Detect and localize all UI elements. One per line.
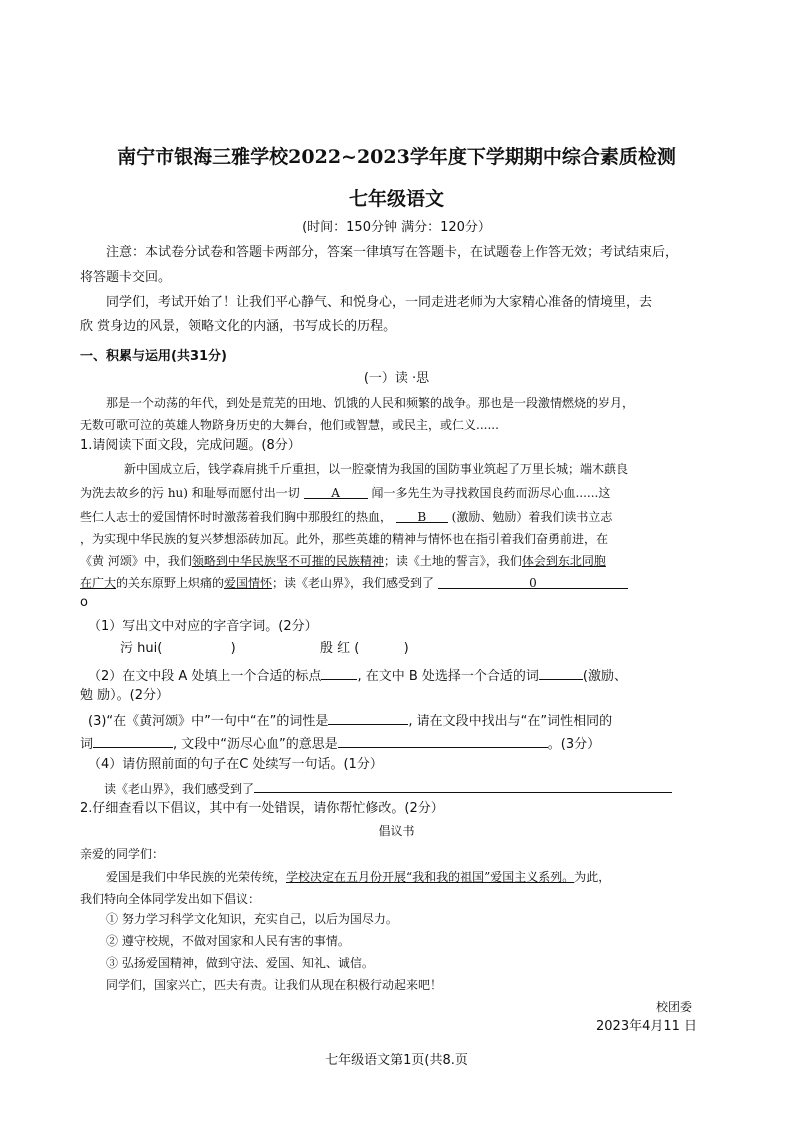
proposal-body-line-2: 我们特向全体同学发出如下倡议： [80,892,261,906]
proposal-greeting: 亲爱的同学们： [80,847,165,861]
page-footer: 七年级语文第1页(共8.页 [325,1053,468,1068]
q1-passage-line-1: 新中国成立后，钱学森肩挑千斤重担，以一腔豪情为我国的国防事业筑起了万里长城；端木蕻良 [124,462,629,476]
sub3-text-b: , 请在文段中找出与“在”词性相同的 [408,714,613,729]
sub3-blank-1 [328,710,408,725]
time-info: (时间：150分钟 满分：120分） [302,220,491,235]
question-1-stem: 1.请阅读下面文段，完成问题。(8分） [80,438,301,453]
q1-passage-line-4: ，为实现中华民族的复兴梦想添砖加瓦。此外，那些英雄的精神与情怀也在指引着我们奋勇前进，在 [80,532,609,546]
proposal-item-1: ① 努力学习科学文化知识，充实自己，以后为国尽力。 [106,912,398,926]
section-heading: 一、积累与运用(共31分) [80,349,227,364]
q1-sub-2-line-2: 勉 励）。(2分） [80,688,169,703]
passage-line-1: 那是一个动荡的年代，到处是荒芜的田地、饥饿的人民和频繁的战争。那也是一段激情燃烧的岁月， [106,396,635,410]
q1-passage-line-6 [80,574,628,592]
q1-passage-line-7: o [80,595,88,610]
q1-line2-text-b: 闻一多先生为寻找救国良药而沥尽心血......这 [371,486,611,500]
q1-sub-1-answers [120,640,409,658]
blank-a: A [304,484,368,499]
q1-sub-1: （1）写出文中对应的字音字词。(2分） [88,619,318,634]
sub2-blank-2 [539,665,583,680]
q1-sub-2-line-1 [88,665,627,686]
q1-passage-line-3 [80,508,612,526]
q1-line6-text-b: ；读《老山界》，我们感受到了 [272,576,435,590]
proposal-body-text-a: 爱国是我们中华民族的光荣传统， [106,870,287,884]
sub3-blank-2 [93,733,173,748]
sub3-blank-3 [338,733,548,748]
question-2-stem: 2.仔细查看以下倡议，其中有一处错误，请你帮忙修改。(2分） [80,801,444,816]
proposal-item-2: ② 遵守校规，不做对国家和人民有害的事情。 [106,934,350,948]
proposal-body-text-b: 为此， [574,870,611,884]
sub1-answer-a: 污 hui( [120,641,163,656]
q1-sub-3-line-1 [88,710,612,731]
intro-line-2: 欣 赏身边的风景，领略文化的内涵，书写成长的历程。 [80,319,397,334]
exam-subtitle: 七年级语文 [348,188,444,210]
q1-line3-text-b: (激励、勉励）着我们读书立志 [451,510,613,524]
q1-line2-text-a: 为洗去故乡的污 hu) 和耻辱而愿付出一切 [80,486,300,500]
q1-line3-text-a: 些仁人志士的爱国情怀时时激荡着我们胸中那殷红的热血， [80,510,393,524]
sub3-text-c: 词 [80,737,94,752]
sub4-blank [254,778,672,793]
q1-sub-4-answer-line [104,778,672,798]
proposal-item-3: ③ 弘扬爱国精神，做到守法、爱国、知礼、诚信。 [106,956,374,970]
sub4-answer-prefix: 读《老山界》，我们感受到了 [104,782,255,796]
exam-title: 南宁市银海三雅学校2022~2023学年度下学期期中综合素质检测 [117,146,676,168]
q1-sub-4: （4）请仿照前面的句子在C 处续写一句话。(1分） [88,757,383,772]
sub3-text-a: (3)“在《黄河颂》中”一句中“在”的词性是 [88,714,329,729]
section-sub-heading: (一）读 ·思 [363,371,430,386]
sub2-text-a: （2）在文中段 A 处填上一个合适的标点 [88,669,322,684]
q1-line5-text-a: 《黄 河颂》中，我们 [80,554,192,568]
sub1-answer-a-end: ) [230,641,236,656]
sub3-text-e: 。(3分） [547,737,601,752]
q1-line5-underline-1: 领略到中华民族坚不可摧的民族精神 [191,554,384,568]
proposal-closing: 同学们，国家兴亡，匹夫有责。让我们从现在积极行动起来吧！ [106,978,443,992]
notice-line-1: 注意：本试卷分试卷和答题卡两部分，答案一律填写在答题卡，在试题卷上作答无效；考试结束后， [106,245,679,260]
sub1-answer-b-end: ) [403,641,409,656]
sub1-answer-b: 殷 红 ( [319,641,360,656]
proposal-title: 倡议书 [378,824,415,838]
q1-line6-underline-2: 爱国情怀 [224,576,273,590]
blank-c: 0 [438,574,628,589]
q1-passage-line-2 [80,484,610,502]
q1-line6-text-a: 的关东原野上炽痛的 [116,576,225,590]
notice-line-2: 将答题卡交回。 [80,270,172,285]
q1-passage-line-5 [80,552,606,570]
proposal-body-line-1 [106,868,610,886]
passage-line-2: 无数可歌可泣的英雄人物跻身历史的大舞台，他们或智慧，或民主，或仁义...... [80,418,499,432]
q1-line5-underline-2: 体会到东北同胞 [521,554,606,568]
sub2-text-b: , 在文中 B 处选择一个合适的词 [357,669,539,684]
sub3-text-d: , 文段中“沥尽心血”的意思是 [173,737,338,752]
intro-line-1: 同学们，考试开始了！让我们平心静气、和悦身心，一同走进老师为大家精心准备的情境里，去 [106,295,653,310]
q1-line6-underline-1: 在广大 [80,576,117,590]
q1-sub-3-line-2 [80,733,600,754]
proposal-signature: 校团委 [656,1000,693,1014]
sub2-blank-1 [321,665,357,680]
sub2-text-c: (激励、 [582,669,627,684]
q1-line5-text-b: ；读《土地的誓言》，我们 [383,554,522,568]
blank-b: B [396,508,448,523]
proposal-body-underlined: 学校决定在五月份开展“我和我的祖国”爱国主义系列。 [286,870,575,884]
proposal-date: 2023年4月11 日 [596,1019,698,1034]
